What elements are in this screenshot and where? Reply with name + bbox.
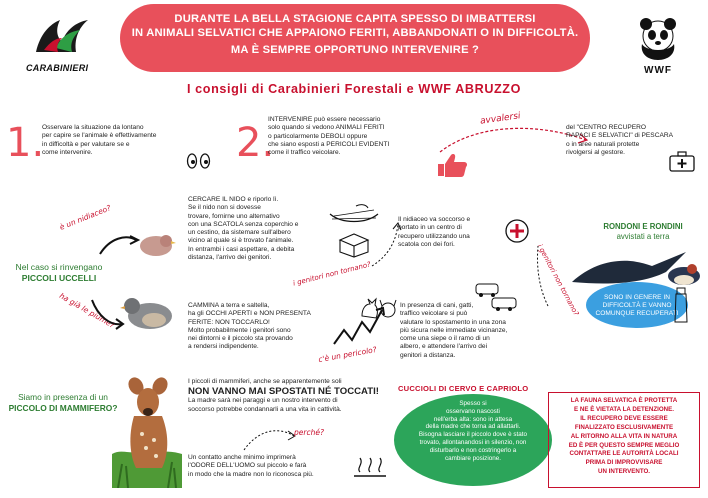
feathers-question: ha già le piume? xyxy=(57,291,117,330)
legal-line: FINALIZZATO ESCLUSIVAMENTE xyxy=(574,423,674,431)
danger-line: più sicura nelle immediate vicinanze, xyxy=(400,326,508,334)
legal-line: CONTATTARE LE AUTORITÀ LOCALI xyxy=(569,450,679,458)
small-birds-heading xyxy=(8,262,110,283)
deer-bubble-line: della madre che torna ad allattarli. xyxy=(425,423,521,431)
fledgling-line: CAMMINA a terra e saltella, xyxy=(188,302,270,309)
step-1-line: Osservare la situazione da lontano xyxy=(42,124,144,131)
why-label: perché? xyxy=(294,428,324,437)
step-2-text xyxy=(268,116,438,157)
mammals-heading xyxy=(6,392,120,413)
carabinieri-logo xyxy=(26,12,98,72)
danger-line: albero, e attendere l'arrivo dei xyxy=(400,343,488,351)
mammals-heading-line: PICCOLO DI MAMMIFERO? xyxy=(8,402,118,413)
swifts-heading xyxy=(580,222,706,241)
legal-line: AL RITORNO ALLA VITA IN NATURA xyxy=(570,432,678,440)
avvalersi-label: avvalersi xyxy=(479,111,522,127)
step-2-line: o particolarmente DEBOLI oppure xyxy=(268,132,368,140)
fledgling-line: FERITE: NON TOCCARLO! xyxy=(188,318,270,326)
step-1-line: come intervenire. xyxy=(42,148,93,156)
legal-line: E NE È VIETATA LA DETENZIONE. xyxy=(574,405,674,413)
fledgling-illustration xyxy=(88,292,180,338)
fledgling-line: a rendersi indipendente. xyxy=(188,343,259,351)
danger-question: c'è un pericolo? xyxy=(317,344,378,365)
danger-line: genitori a distanza. xyxy=(400,351,456,359)
cat-dog-icon xyxy=(356,296,400,322)
step-1-text xyxy=(42,124,192,157)
legal-notice xyxy=(548,392,700,488)
arrow-up-rescue xyxy=(530,240,554,310)
wwf-logo-text: WWF xyxy=(644,65,672,76)
deer-title: CUCCIOLI DI CERVO E CAPRIOLO xyxy=(398,384,529,393)
step-2-line: solo quando si vedono ANIMALI FERITI xyxy=(268,124,385,132)
deer-bubble-line: disturbarlo e non costringerlo a xyxy=(429,446,517,454)
danger-line: traffico veicolare si può xyxy=(400,310,468,318)
deer-bubble xyxy=(394,394,552,486)
wwf-logo xyxy=(630,14,686,78)
rescue-instructions xyxy=(398,216,508,249)
why-text-line: l'ODORE DELL'UOMO sul piccolo e farà xyxy=(188,462,307,470)
swifts-bubble-line: DIFFICOLTÀ E VANNO xyxy=(602,302,672,310)
rescue-instruction-line: portato in un centro di xyxy=(398,224,462,232)
mammals-text-bold: NON VANNO MAI SPOSTATI NÉ TOCCATI! xyxy=(188,386,379,398)
step-2-number: 2. xyxy=(236,120,275,166)
why-text xyxy=(188,454,348,479)
fledgling-instructions xyxy=(188,302,348,352)
legal-line: IL RECUPERO DEVE ESSERE xyxy=(580,414,668,422)
swifts-heading-line: avvistati a terra xyxy=(616,231,670,241)
swifts-bubble-line: COMUNQUE RECUPERATI xyxy=(595,310,679,318)
parents-not-back-label-2: i genitori non tornano? xyxy=(535,242,581,318)
fledgling-line: nei dintorni e il piccolo sta provando xyxy=(188,335,293,343)
nest-instruction-line: CERCARE IL NIDO e riporlo lì. xyxy=(188,196,279,203)
danger-line: valutare lo spostamento in una zona xyxy=(400,318,506,326)
step-1-number: 1. xyxy=(6,120,45,166)
nestling-illustration xyxy=(96,224,176,260)
header-banner xyxy=(120,4,590,72)
fledgling-line: ha gli OCCHI APERTI e NON PRESENTA xyxy=(188,310,311,318)
carabinieri-logo-text: CARABINIERI xyxy=(26,63,89,73)
mammals-text-line: soccorso potrebbe condannarli a una vita in cattività. xyxy=(188,405,342,413)
red-cross-icon xyxy=(504,218,530,244)
nest-instruction-line: un cestino, da sistemare sull'albero xyxy=(188,229,291,237)
nest-instruction-line: trovare, fornirne uno alternativo xyxy=(188,212,280,220)
fledgling-line: Molto probabilmente i genitori sono xyxy=(188,326,291,334)
first-aid-kit-icon xyxy=(668,150,696,172)
parents-not-back-label: i genitori non tornano? xyxy=(292,260,372,288)
small-birds-heading-line: Nel caso si rinvengano xyxy=(15,262,103,272)
deer-bubble-line: trovato, allontanandosi in silenzio, non xyxy=(419,438,527,446)
legal-line: UN INTERVENTO. xyxy=(597,468,651,476)
nest-instruction-line: In entrambi i casi aspettare, a debita xyxy=(188,245,295,253)
rescue-center-line: RAPACI E SELVATICI" di PESCARA xyxy=(566,132,674,140)
step-1-line: per capire se l'animale è effettivamente xyxy=(42,132,157,140)
page-subtitle: I consigli di Carabinieri Forestali e WWF ABRUZZO xyxy=(186,82,521,96)
step-1-line: in difficoltà e per valutare se e xyxy=(42,140,130,148)
why-text-line: Un contatto anche minimo imprimerà xyxy=(188,454,296,461)
bottle-icon xyxy=(670,286,692,326)
step-2-line: INTERVENIRE può essere necessario xyxy=(268,116,381,123)
deer-bubble-line: Spesso si xyxy=(459,400,487,407)
mammals-text-line: La madre sarà nei paraggi e un nostro intervento di xyxy=(188,397,338,405)
rescue-center-line: o in aree naturali protette xyxy=(566,140,640,148)
legal-line: PRIMA DI IMPROVVISARE xyxy=(585,459,663,467)
rescue-instruction-line: Il nidiaceo va soccorso e xyxy=(398,216,471,223)
thumbs-up-icon xyxy=(434,152,470,178)
fawn-illustration xyxy=(112,376,182,488)
banner-line-3: MA È SEMPRE OPPORTUNO INTERVENIRE ? xyxy=(230,44,480,56)
swifts-bubble-line: SONO IN GENERE IN xyxy=(604,294,670,301)
carabinieri-emblem-icon xyxy=(26,12,98,58)
why-text-line: in modo che la madre non lo riconosca più. xyxy=(188,470,314,478)
step-2-line: come il traffico veicolare. xyxy=(268,149,341,157)
mammals-text xyxy=(188,378,388,414)
deer-bubble-line: osservano nascosti xyxy=(446,407,500,415)
nestling-question: è un nidiaceo? xyxy=(58,203,113,232)
danger-line: In presenza di cani, gatti, xyxy=(400,302,474,309)
nest-instruction-line: con una SCATOLA senza coperchio e xyxy=(188,220,299,228)
mammals-text-top: I piccoli di mammiferi, anche se apparentemente soli xyxy=(188,378,342,385)
rescue-instruction-line: recupero utilizzando una xyxy=(398,232,470,240)
panda-icon xyxy=(636,14,680,60)
swifts-heading-line: RONDONI E RONDINI xyxy=(603,222,683,231)
danger-instructions xyxy=(400,302,540,360)
nest-instruction-line: Se il nido non si dovesse xyxy=(188,204,261,212)
scent-icon xyxy=(350,452,390,480)
step-2-line: che siano esposti a PERICOLI EVIDENTI xyxy=(268,140,390,148)
small-birds-heading-line: PICCOLI UCCELLI xyxy=(21,272,97,283)
deer-bubble-line: cambiare posizione. xyxy=(444,454,501,462)
banner-line-2: IN ANIMALI SELVATICI CHE APPAIONO FERITI, ABBANDONATI O IN DIFFICOLTÀ. xyxy=(131,26,579,39)
deer-bubble-line: Bisogna lasciare il piccolo dove è stato xyxy=(418,431,528,439)
nest-instruction-line: vicino al quale si è trovato l'animale. xyxy=(188,237,294,245)
rescue-center-line: rivolgersi al gestore. xyxy=(566,148,626,156)
danger-line: come una siepe o il ramo di un xyxy=(400,335,490,343)
nest-instructions xyxy=(188,196,338,262)
legal-line: LA FAUNA SELVATICA È PROTETTA xyxy=(570,397,678,404)
eyes-icon xyxy=(186,152,212,170)
nest-instruction-line: distanza, l'arrivo dei genitori. xyxy=(188,254,272,262)
legal-line: ED È PER QUESTO SEMPRE MEGLIO xyxy=(568,441,680,449)
rescue-instruction-line: scatola con dei fori. xyxy=(398,240,455,248)
mammals-heading-line: Siamo in presenza di un xyxy=(18,392,108,402)
banner-line-1: DURANTE LA BELLA STAGIONE CAPITA SPESSO DI IMBATTERSI xyxy=(174,13,536,25)
rescue-center-line: del "CENTRO RECUPERO xyxy=(566,124,647,131)
deer-bubble-line: nell'erba alta: sono in attesa xyxy=(433,415,513,423)
